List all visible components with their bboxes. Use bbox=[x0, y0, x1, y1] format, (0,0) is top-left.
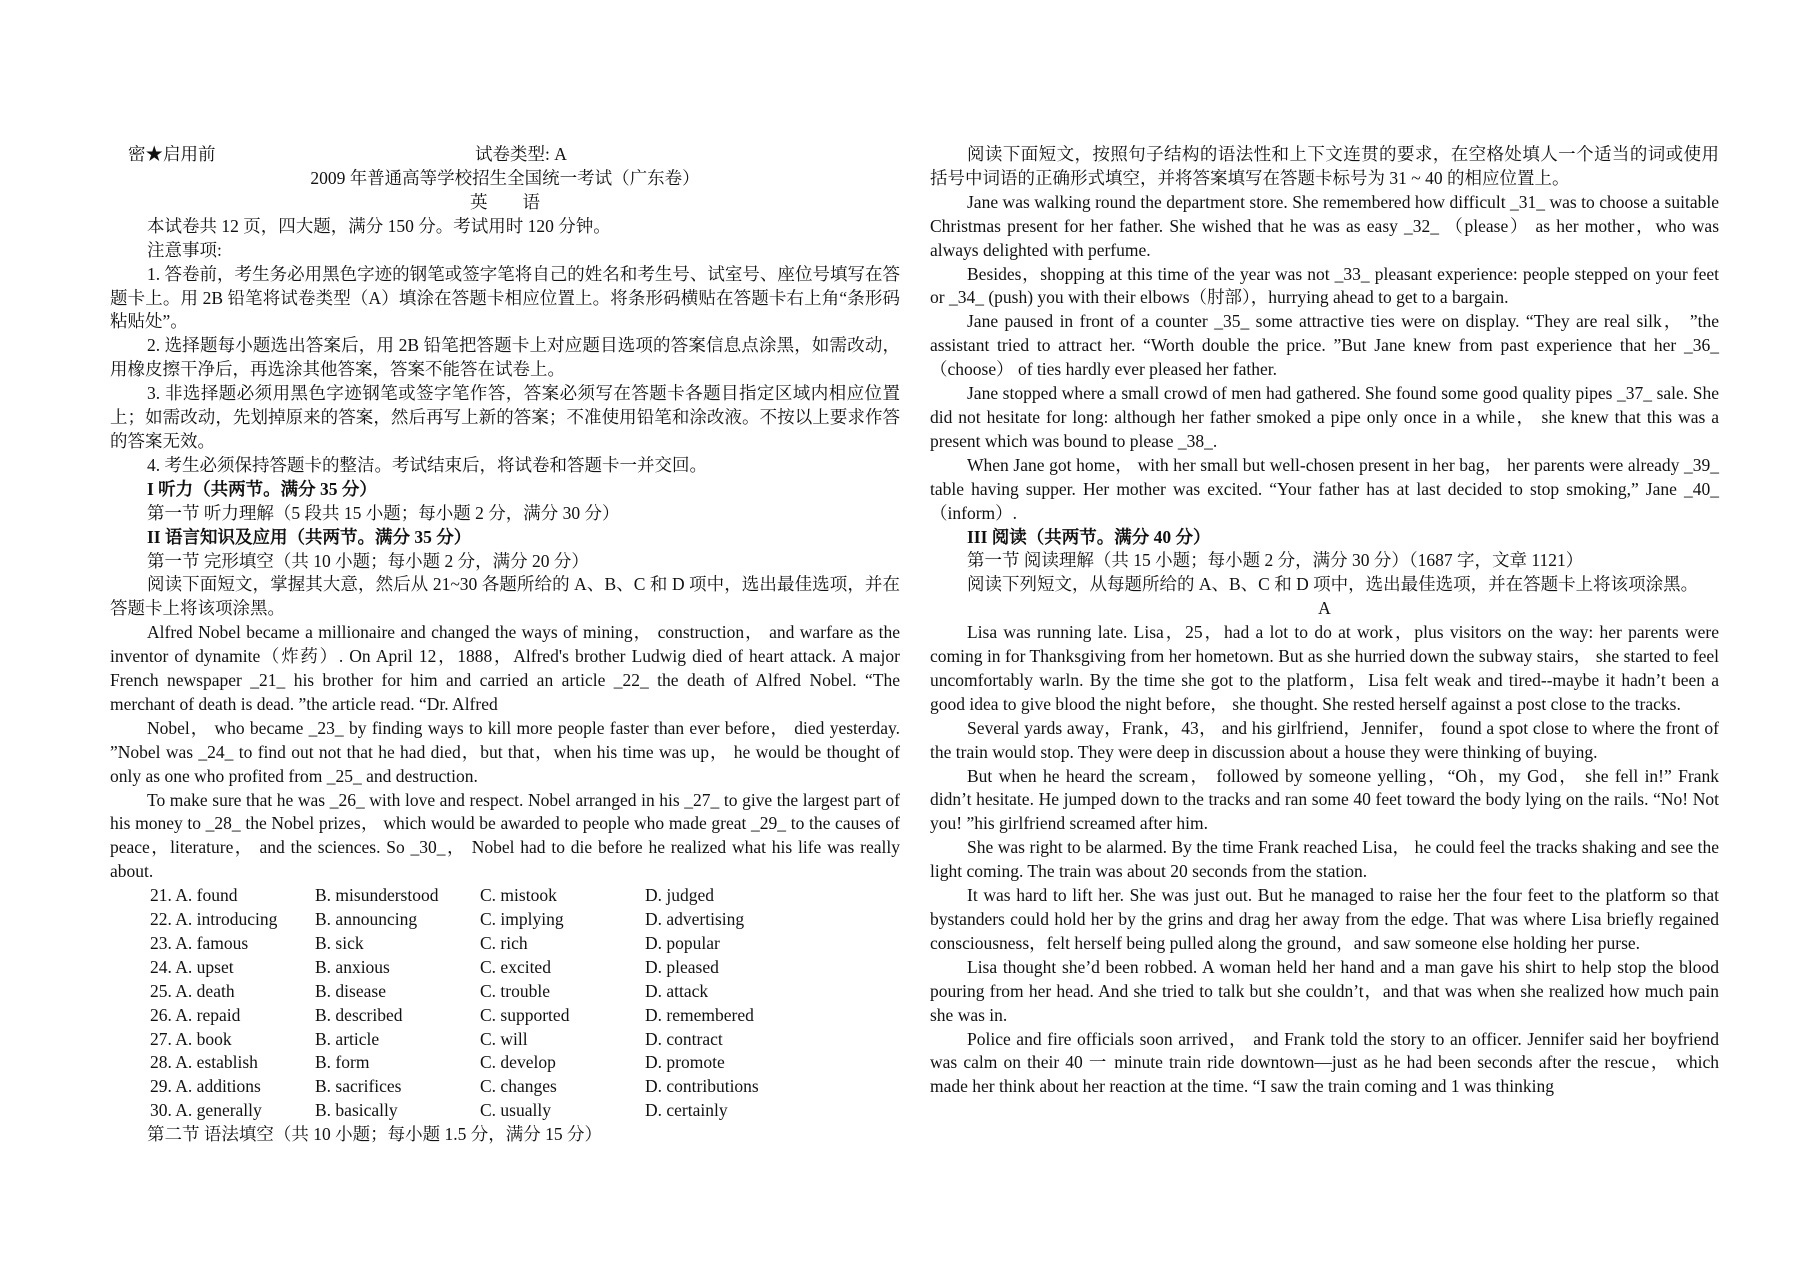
note-3: 3. 非选择题必须用黑色字迹钢笔或签字笔作答，答案必须写在答题卡各题目指定区域内相应位置上；如需改动，先划掉原来的答案，然后再写上新的答案；不准使用铅笔和涂改液。不按以上要求作答的答案无效。 bbox=[110, 383, 900, 451]
option-d: D. pleased bbox=[645, 956, 719, 977]
option-row bbox=[150, 956, 900, 980]
option-c: C. supported bbox=[480, 1004, 570, 1025]
confidential-label: 密★启用前 bbox=[128, 144, 216, 164]
grammar-instruction: 阅读下面短文，按照句子结构的语法性和上下文连贯的要求，在空格处填人一个适当的词或使用括号中词语的正确形式填空，并将答案填写在答题卡标号为 31 ~ 40 的相应位置上。 bbox=[930, 144, 1719, 188]
exam-intro: 本试卷共 12 页，四大题，满分 150 分。考试用时 120 分钟。 bbox=[147, 215, 611, 236]
part3-section1: 第一节 阅读理解（共 15 小题；每小题 2 分，满分 30 分）（1687 字，文章 1121） bbox=[967, 550, 1584, 571]
reading-paragraph: Lisa thought she’d been robbed. A woman held her hand and a man gave his shirt to help stop the blood pouring from her head. And she tried to talk but she couldn’t，and that was when she realized how much pain she was in. bbox=[930, 956, 1719, 1025]
option-c: C. excited bbox=[480, 956, 551, 977]
option-row bbox=[150, 1004, 900, 1028]
part2-title: II 语言知识及应用（共两节。满分 35 分） bbox=[147, 526, 472, 547]
part3-title: III 阅读（共两节。满分 40 分） bbox=[967, 526, 1211, 547]
reading-paragraph: It was hard to lift her. She was just out. But he managed to raise her the four feet to the platform so that bystanders could hold her by the grins and drag her away from the edge. That was where Lisa briefly regained consciousness，felt herself being pulled along the ground，and saw someone else holding her purse. bbox=[930, 885, 1719, 953]
option-a: 28. A. establish bbox=[150, 1052, 258, 1073]
option-a: 29. A. additions bbox=[150, 1076, 261, 1097]
exam-subject: 英 语 bbox=[470, 191, 540, 212]
option-c: C. usually bbox=[480, 1100, 551, 1121]
part1-title: I 听力（共两节。满分 35 分） bbox=[147, 478, 377, 499]
reading-paragraph: Police and fire officials soon arrived， and Frank told the story to an officer. Jennifer said her boyfriend was calm on their 40 一 minute train ride downtown—just as he had been seconds after the rescue， which made her think about her reaction at the time. “I saw the train coming and 1 was thinking bbox=[930, 1028, 1719, 1097]
option-d: D. contributions bbox=[645, 1076, 759, 1097]
part1-section1: 第一节 听力理解（5 段共 15 小题；每小题 2 分，满分 30 分） bbox=[147, 502, 620, 523]
notes-title: 注意事项: bbox=[147, 239, 222, 260]
option-d: D. attack bbox=[645, 980, 709, 1001]
cloze-paragraph: Nobel， who became _23_ by finding ways to kill more people faster than ever before， died yesterday. ”Nobel was _24_ to find out not that he had died，but that，when his time was up， he would be thought of only as one who profited from _25_ and destruction. bbox=[110, 717, 900, 786]
cloze-instruction: 阅读下面短文，掌握其大意，然后从 21~30 各题所给的 A、B、C 和 D 项中，选出最佳选项，并在答题卡上将该项涂黑。 bbox=[110, 574, 900, 619]
option-a: 25. A. death bbox=[150, 980, 235, 1001]
grammar-paragraph: When Jane got home， with her small but well-chosen present in her bag， her parents were already _39_ table having supper. Her mother was excited. “Your father has at last decided to stop smoking,” Jane _40_ （inform）. bbox=[930, 454, 1719, 523]
option-row bbox=[150, 932, 900, 956]
grammar-paragraph: Jane was walking round the department store. She remembered how difficult _31_ was to choose a suitable Christmas present for her father. She wished that he was as easy _32_ （please） as her mother，who was always delighted with perfume. bbox=[930, 191, 1719, 260]
reading-paragraph: Several yards away，Frank，43， and his girlfriend，Jennifer， found a spot close to where the front of the train would stop. They were deep in discussion about a house they were thinking of buying. bbox=[930, 717, 1719, 762]
exam-header-line bbox=[110, 143, 900, 167]
note-4: 4. 考生必须保持答题卡的整洁。考试结束后，将试卷和答题卡一并交回。 bbox=[147, 454, 707, 475]
option-a: 30. A. generally bbox=[150, 1100, 262, 1121]
option-row bbox=[150, 980, 900, 1004]
option-c: C. mistook bbox=[480, 885, 557, 906]
option-b: B. article bbox=[315, 1028, 380, 1049]
right-column bbox=[930, 143, 1719, 1099]
reading-paragraph: But when he heard the scream， followed by someone yelling，“Oh，my God， she fell in!” Frank didn’t hesitate. He jumped down to the tracks and ran some 40 feet toward the body lying on the rails. “No! Not you! ”his girlfriend screamed after him. bbox=[930, 765, 1719, 834]
option-d: D. promote bbox=[645, 1052, 725, 1073]
option-b: B. form bbox=[315, 1052, 370, 1073]
option-a: 24. A. upset bbox=[150, 956, 234, 977]
option-c: C. rich bbox=[480, 932, 528, 953]
option-row bbox=[150, 1075, 900, 1099]
reading-paragraph: Lisa was running late. Lisa，25，had a lot to do at work，plus visitors on the way: her parents were coming in for Thanksgiving from her hometown. But as she hurried down the subway stairs， she started to feel uncomfortably warln. By the time she got to the platform，Lisa felt weak and tired--maybe it hadn’t been a good idea to give blood the night before， she thought. She rested herself against a post close to the tracks. bbox=[930, 622, 1719, 714]
option-c: C. develop bbox=[480, 1052, 556, 1073]
option-c: C. changes bbox=[480, 1076, 557, 1097]
reading-instruction: 阅读下列短文，从每题所给的 A、B、C 和 D 项中，选出最佳选项，并在答题卡上将该项涂黑。 bbox=[967, 574, 1699, 595]
option-c: C. will bbox=[480, 1028, 528, 1049]
option-c: C. trouble bbox=[480, 980, 550, 1001]
option-b: B. disease bbox=[315, 980, 386, 1001]
paper-type-label: 试卷类型: A bbox=[475, 144, 567, 164]
cloze-paragraph: Alfred Nobel became a millionaire and changed the ways of mining， construction， and warfare as the inventor of dynamite（炸药）. On April 12，1888，Alfred's brother Ludwig died of heart attack. A major French newspaper _21_ his brother for him and carried an article _22_ the death of Alfred Nobel. “The merchant of death is dead. ”the article read. “Dr. Alfred bbox=[110, 622, 900, 714]
part2-section2: 第二节 语法填空（共 10 小题；每小题 1.5 分，满分 15 分） bbox=[147, 1124, 602, 1145]
grammar-paragraph: Jane stopped where a small crowd of men had gathered. She found some good quality pipes _37_ sale. She did not hesitate for long: although her father smoked a pipe only once in a while， she knew that this was a present which was bound to please _38_. bbox=[930, 383, 1719, 451]
option-a: 21. A. found bbox=[150, 885, 238, 906]
note-2: 2. 选择题每小题选出答案后，用 2B 铅笔把答题卡上对应题目选项的答案信息点涂黑，如需改动，用橡皮擦干净后，再选涂其他答案，答案不能答在试卷上。 bbox=[110, 335, 900, 380]
option-row bbox=[150, 908, 900, 932]
exam-title: 2009 年普通高等学校招生全国统一考试（广东卷） bbox=[310, 168, 700, 188]
option-d: D. popular bbox=[645, 932, 720, 953]
left-column bbox=[110, 143, 900, 1147]
option-a: 27. A. book bbox=[150, 1028, 232, 1049]
grammar-paragraph: Jane paused in front of a counter _35_ some attractive ties were on display. “They are real silk， ”the assistant tried to attract her. “Worth double the price. ”But Jane knew from past experience that her _36_ （choose） of ties hardly ever pleased her father. bbox=[930, 311, 1719, 380]
reading-paragraph: She was right to be alarmed. By the time Frank reached Lisa， he could feel the tracks shaking and see the light coming. The train was about 20 seconds from the station. bbox=[930, 837, 1719, 882]
cloze-paragraph: To make sure that he was _26_ with love and respect. Nobel arranged in his _27_ to give the largest part of his money to _28_ the Nobel prizes， which would be awarded to people who made great _29_ to the causes of peace，literature， and the sciences. So _30_， Nobel had to die before he realized what his life was really about. bbox=[110, 789, 900, 882]
option-a: 23. A. famous bbox=[150, 932, 249, 953]
option-d: D. remembered bbox=[645, 1004, 754, 1025]
option-a: 26. A. repaid bbox=[150, 1004, 241, 1025]
option-row bbox=[150, 1028, 900, 1052]
option-a: 22. A. introducing bbox=[150, 909, 278, 930]
option-b: B. described bbox=[315, 1004, 403, 1025]
option-b: B. announcing bbox=[315, 909, 418, 930]
note-1: 1. 答卷前，考生务必用黑色字迹的钢笔或签字笔将自己的姓名和考生号、试室号、座位号填写在答题卡上。用 2B 铅笔将试卷类型（A）填涂在答题卡相应位置上。将条形码横贴在答题卡右上角“条形码粘贴处”。 bbox=[110, 263, 900, 332]
option-b: B. sick bbox=[315, 932, 364, 953]
option-c: C. implying bbox=[480, 909, 564, 930]
option-d: D. advertising bbox=[645, 909, 745, 930]
option-row bbox=[150, 884, 900, 908]
option-row bbox=[150, 1099, 900, 1123]
part2-section1: 第一节 完形填空（共 10 小题；每小题 2 分，满分 20 分） bbox=[147, 550, 589, 571]
option-row bbox=[150, 1051, 900, 1075]
option-d: D. judged bbox=[645, 885, 715, 906]
option-b: B. sacrifices bbox=[315, 1076, 402, 1097]
grammar-paragraph: Besides，shopping at this time of the year was not _33_ pleasant experience: people stepped on your feet or _34_ (push) you with their elbows（肘部），hurrying ahead to get to a bargain. bbox=[930, 263, 1719, 308]
option-b: B. basically bbox=[315, 1100, 398, 1121]
option-d: D. contract bbox=[645, 1028, 723, 1049]
option-b: B. misunderstood bbox=[315, 885, 439, 906]
passage-label: A bbox=[1318, 598, 1331, 619]
cloze-options bbox=[150, 884, 900, 1123]
option-b: B. anxious bbox=[315, 956, 390, 977]
option-d: D. certainly bbox=[645, 1100, 728, 1121]
